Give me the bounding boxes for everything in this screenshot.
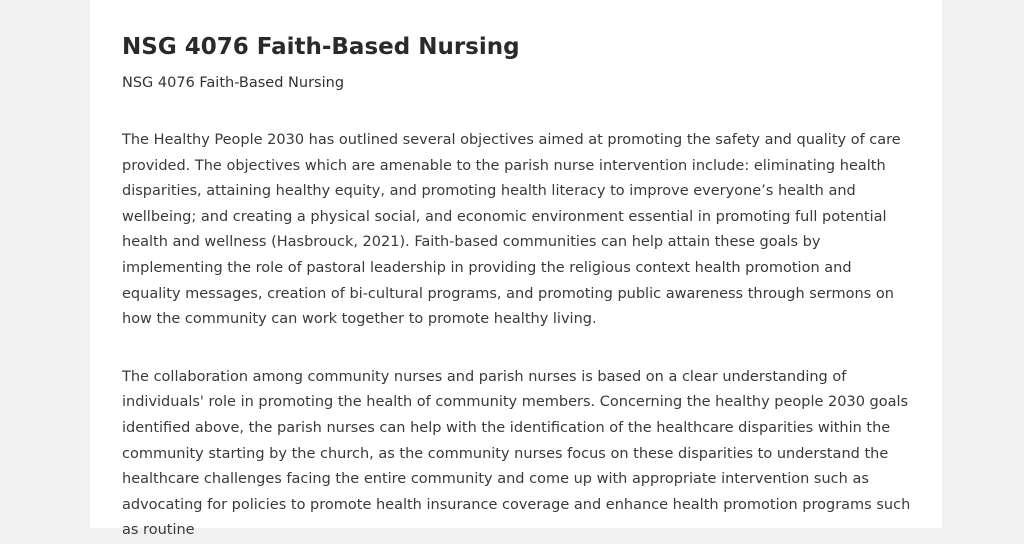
article-page: [90, 0, 942, 539]
article-title: NSG 4076 Faith-Based Nursing: [122, 34, 520, 60]
article-subtitle: NSG 4076 Faith-Based Nursing: [122, 75, 345, 91]
article-content: [122, 30, 912, 544]
paragraph-2: The collaboration among community nurses and parish nurses is based on a clear understanding of individuals' role in promoting the health of community members. Concerning the healthy people 2030 goals identified above, the parish nurses can help with the identification of the healthcare disparities within the community starting by the church, as the community nurses focus on these disparities to understand the healthcare challenges facing the entire community and come up with appropriate intervention such as advocating for policies to promote health insurance coverage and enhance health promotion programs such as routine: [122, 368, 911, 539]
paragraph-1: The Healthy People 2030 has outlined several objectives aimed at promoting the safety and quality of care provided. The objectives which are amenable to the parish nurse intervention include: eliminating health disparities, attaining healthy equity, and promoting health literacy to improve everyone’s health and wellbeing; and creating a physical social, and economic environment essential in promoting full potential health and wellness (Hasbrouck, 2021). Faith-based communities can help attain these goals by implementing the role of pastoral leadership in providing the religious context health promotion and equality messages, creation of bi-cultural programs, and promoting public awareness through sermons on how the community can work together to promote healthy living.: [122, 132, 901, 328]
